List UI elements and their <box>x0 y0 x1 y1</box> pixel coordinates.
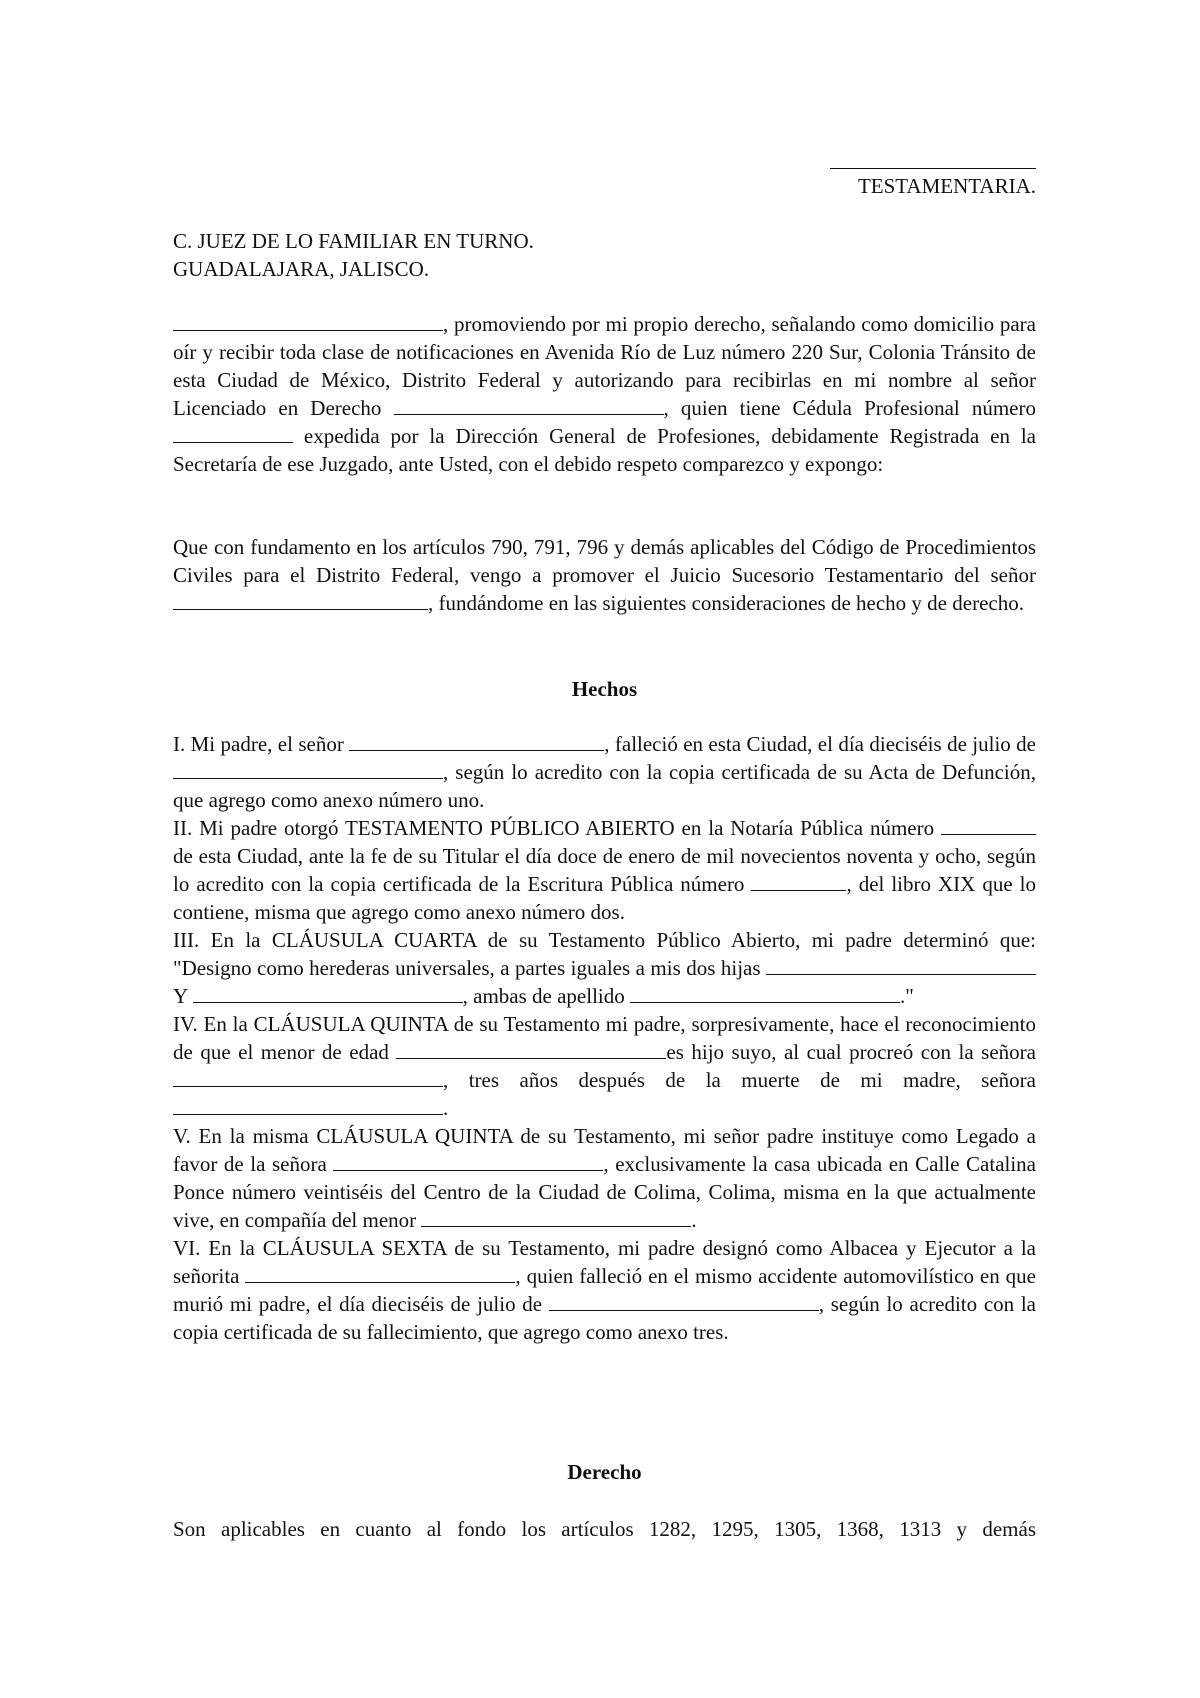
blank-hija-1[interactable] <box>766 956 1036 975</box>
blank-promovente[interactable] <box>173 312 443 331</box>
addressee-city: GUADALAJARA, JALISCO. <box>173 257 430 281</box>
blank-anio-fallecimiento[interactable] <box>173 760 443 779</box>
document-title: TESTAMENTARIA. <box>857 174 1036 198</box>
fundamento-paragraph: Que con fundamento en los artículos 790, 791, 796 y demás aplicables del Código de Procedimientos Civiles para el Distrito Federal, vengo a promover el Juicio Sucesorio Testamentario del señor , fundándome en las siguientes consideraciones de hecho y de derecho. <box>173 535 1036 615</box>
header-signature-line <box>830 168 1036 169</box>
blank-albacea[interactable] <box>245 1264 515 1283</box>
hecho-5: V. En la misma CLÁUSULA QUINTA de su Testamento, mi señor padre instituye como Legado a favor de la señora , exclusivamente la casa ubicada en Calle Catalina Ponce número veintiséis del Centro de la Ciudad de Colima, Colima, misma en la que actualmente vive, en compañía del menor . <box>173 1124 1037 1232</box>
hechos-list <box>173 730 1036 1346</box>
derecho-text: Son aplicables en cuanto al fondo los artículos 1282, 1295, 1305, 1368, 1313 y demás <box>173 1517 1036 1541</box>
blank-notaria[interactable] <box>941 816 1036 835</box>
blank-madre[interactable] <box>173 1096 443 1115</box>
blank-senora[interactable] <box>173 1068 443 1087</box>
addressee-judge: C. JUEZ DE LO FAMILIAR EN TURNO. <box>173 229 534 253</box>
hecho-6: VI. En la CLÁUSULA SEXTA de su Testamento, mi padre designó como Albacea y Ejecutor a la señorita , quien falleció en el mismo accidente automovilístico en que murió mi padre, el día dieciséis de julio de , según lo acredito con la copia certificada de su fallecimiento, que agrego como anexo tres. <box>173 1236 1037 1344</box>
blank-escritura[interactable] <box>751 872 846 891</box>
blank-padre[interactable] <box>349 732 604 751</box>
blank-menor-2[interactable] <box>421 1208 691 1227</box>
blank-apellido[interactable] <box>630 984 900 1003</box>
blank-hija-2[interactable] <box>193 984 463 1003</box>
blank-legataria[interactable] <box>333 1152 603 1171</box>
hecho-4: IV. En la CLÁUSULA QUINTA de su Testamento mi padre, sorpresivamente, hace el reconocimiento de que el menor de edad es hijo suyo, al cual procreó con la señora , tres años después de la muerte de mi madre, señora . <box>173 1012 1036 1120</box>
derecho-paragraph <box>173 1515 1036 1543</box>
hecho-2: II. Mi padre otorgó TESTAMENTO PÚBLICO ABIERTO en la Notaría Pública número de esta Ciudad, ante la fe de su Titular el día doce de enero de mil novecientos noventa y ocho, según lo acredito con la copia certificada de la Escritura Pública número , del libro XIX que lo contiene, misma que agrego como anexo número dos. <box>173 816 1036 924</box>
hecho-3: III. En la CLÁUSULA CUARTA de su Testamento Público Abierto, mi padre determinó que: "Designo como herederas universales, a partes iguales a mis dos hijas Y , ambas de apellido ." <box>173 928 1036 1008</box>
hecho-1: I. Mi padre, el señor , falleció en esta Ciudad, el día dieciséis de julio de , según lo acredito con la copia certificada de su Acta de Defunción, que agrego como anexo número uno. <box>173 732 1036 812</box>
addressee-block <box>173 227 1036 283</box>
blank-testador[interactable] <box>173 591 428 610</box>
blank-menor[interactable] <box>396 1040 666 1059</box>
intro-paragraph: , promoviendo por mi propio derecho, señalando como domicilio para oír y recibir toda clase de notificaciones en Avenida Río de Luz número 220 Sur, Colonia Tránsito de esta Ciudad de México, Distrito Federal y autorizando para recibirlas en mi nombre al señor Licenciado en Derecho , quien tiene Cédula Profesional número expedida por la Dirección General de Profesiones, debidamente Registrada en la Secretaría de ese Juzgado, ante Usted, con el debido respeto comparezco y expongo: <box>173 312 1036 476</box>
blank-anio-accidente[interactable] <box>549 1292 819 1311</box>
section-title-hechos: Hechos <box>571 677 638 701</box>
blank-licenciado[interactable] <box>394 396 664 415</box>
blank-cedula[interactable] <box>173 424 293 443</box>
section-title-derecho: Derecho <box>567 1460 642 1484</box>
